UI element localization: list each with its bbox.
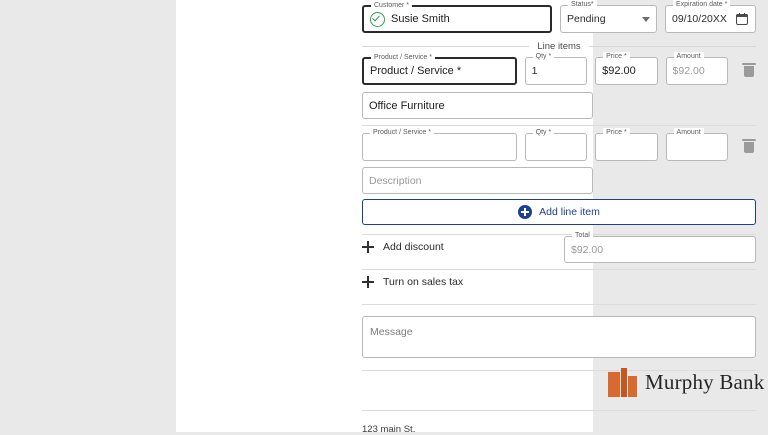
calendar-icon[interactable] (736, 13, 749, 26)
expiration-date-label: Expiration date * (673, 0, 730, 9)
qty-label: Qty * (533, 128, 555, 137)
description-value: Office Furniture (369, 99, 445, 112)
line-items-divider (362, 41, 756, 52)
message-textarea[interactable] (362, 316, 756, 358)
status-select[interactable] (560, 1, 657, 33)
qty-field[interactable] (525, 129, 587, 161)
customer-field[interactable] (362, 2, 552, 33)
status-label: Status* (568, 0, 597, 9)
description-field[interactable] (362, 167, 593, 194)
line-item-separator (362, 125, 756, 126)
bank-logo-icon (608, 368, 637, 397)
qty-value: 1 (531, 65, 538, 77)
price-label: Price * (603, 52, 630, 61)
bank-logo (608, 368, 764, 397)
plus-circle-icon (518, 205, 532, 219)
trash-icon[interactable] (742, 139, 756, 154)
check-circle-icon (370, 12, 385, 27)
status-value: Pending (567, 13, 606, 25)
price-value: $92.00 (602, 65, 636, 77)
discount-separator (362, 269, 756, 270)
plus-icon (362, 276, 374, 288)
turn-on-sales-tax-button[interactable] (362, 276, 463, 288)
amount-label: Amount (674, 52, 704, 61)
line-item-row (362, 129, 756, 161)
add-discount-button[interactable] (362, 241, 444, 253)
amount-field[interactable] (666, 129, 728, 161)
message-placeholder: Message (370, 326, 413, 338)
add-line-item-label: Add line item (539, 206, 600, 218)
customer-label: Customer * (371, 1, 412, 10)
invoice-sheet (176, 0, 765, 435)
amount-value: $92.00 (672, 65, 705, 77)
total-label: Total (572, 231, 593, 240)
description-field[interactable] (362, 92, 593, 119)
line-item-row (362, 53, 756, 85)
chevron-down-icon[interactable] (642, 17, 650, 22)
line-item-description-row (362, 167, 756, 194)
turn-on-sales-tax-label: Turn on sales tax (383, 276, 464, 288)
plus-icon (362, 241, 374, 253)
bank-name: Murphy Bank (645, 370, 765, 394)
message-separator (362, 304, 756, 305)
total-field[interactable] (564, 232, 756, 263)
line-items-label: Line items (537, 41, 581, 52)
product-service-field[interactable] (362, 54, 517, 85)
add-discount-label: Add discount (383, 241, 444, 253)
amount-label: Amount (674, 128, 704, 137)
totals-separator (362, 234, 756, 235)
invoice-header-row (362, 1, 758, 33)
description-value: Description (369, 174, 422, 187)
product-service-label: Product / Service * (371, 53, 435, 62)
add-line-item-button[interactable] (362, 199, 756, 225)
product-service-label: Product / Service * (370, 128, 434, 137)
footer-address: 123 main St. (362, 424, 416, 435)
price-label: Price * (603, 128, 630, 137)
qty-field[interactable] (525, 53, 587, 85)
footer-separator (362, 410, 756, 411)
product-service-value: Product / Service * (370, 65, 462, 77)
customer-value: Susie Smith (391, 13, 450, 25)
line-item-description-row (362, 92, 756, 119)
trash-icon[interactable] (742, 63, 756, 78)
qty-label: Qty * (533, 52, 555, 61)
amount-field[interactable] (666, 53, 728, 85)
expiration-date-field[interactable] (665, 1, 756, 33)
total-value: $92.00 (571, 243, 604, 256)
price-field[interactable] (595, 129, 657, 161)
product-service-field[interactable] (362, 129, 517, 161)
expiration-date-value: 09/10/20XX (672, 13, 727, 25)
price-field[interactable] (595, 53, 657, 85)
